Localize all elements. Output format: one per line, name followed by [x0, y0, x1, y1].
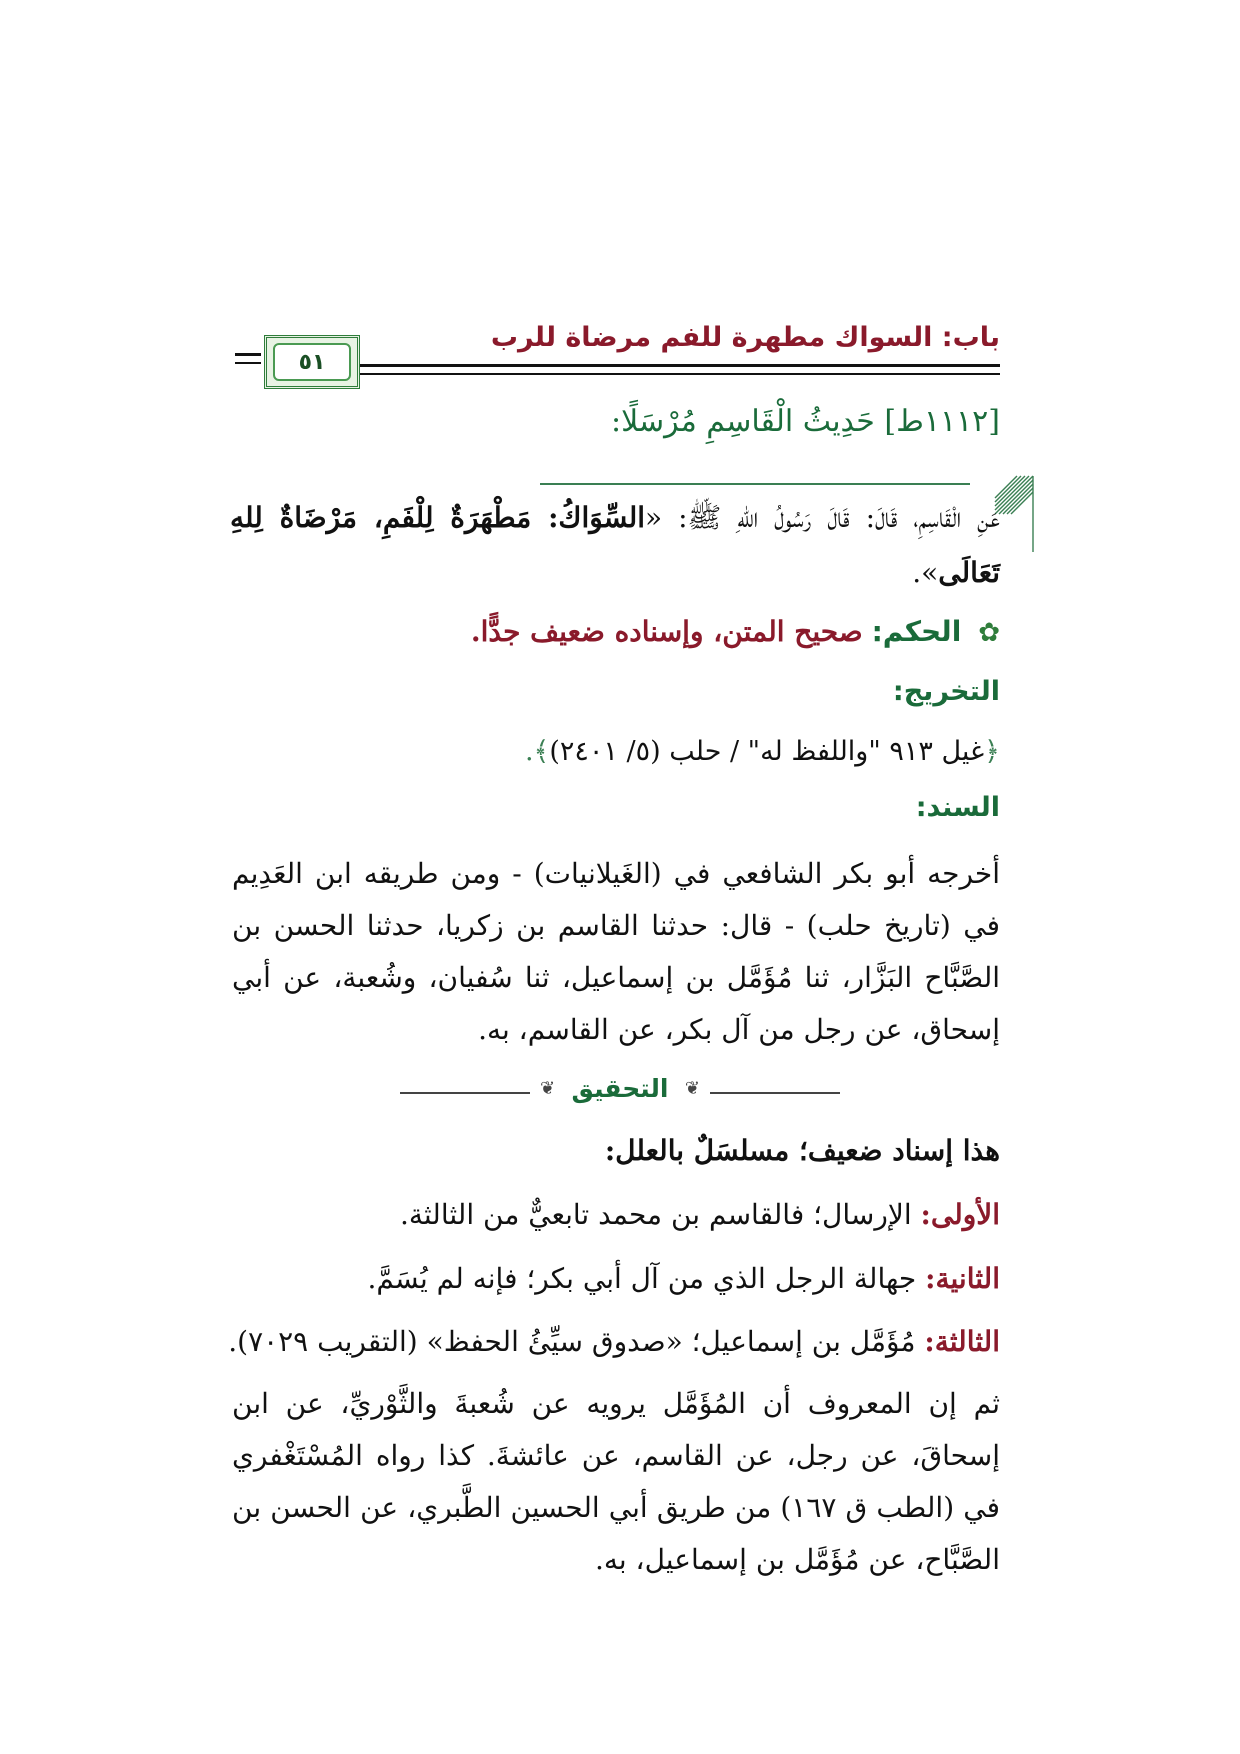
tahqiq-intro: هذا إسناد ضعيف؛ مسلسَلٌ بالعلل: [604, 1134, 1000, 1167]
flower-icon: ✿ [978, 618, 1000, 648]
frame-top-line [540, 483, 970, 485]
tahqiq-divider [400, 1072, 840, 1112]
illa-text: جهالة الرجل الذي من آل أبي بكر؛ فإنه لم يُسَمَّ. [367, 1262, 917, 1295]
hadith-text-end: ». [912, 556, 939, 589]
divider-ornament-right: ❦ [684, 1078, 700, 1099]
illa-second [367, 1262, 1000, 1295]
hadith-heading: [١١١٢ط] حَدِيثُ الْقَاسِمِ مُرْسَلًا: [611, 404, 1000, 439]
header-rule-left-bottom [235, 362, 261, 364]
hukm-value: صحيح المتن، وإسناده ضعيف جدًّا. [470, 615, 863, 648]
illa-label: الثالثة: [924, 1325, 1000, 1358]
sanad-label: السند: [915, 792, 1000, 823]
illa-first [400, 1198, 1000, 1231]
header-rule-top [360, 364, 1000, 367]
chapter-title: باب: السواك مطهرة للفم مرضاة للرب [490, 322, 1000, 353]
hadith-text-intro: عَنِ الْقَاسِمِ، قَالَ: قَالَ رَسُولُ اللهِ ﷺ: « [645, 501, 1000, 534]
sanad-text: أخرجه أبو بكر الشافعي في (الغَيلانيات) - ومن طريقه ابن العَدِيم في (تاريخ حلب) - قال: حدثنا القاسم بن زكريا، حدثنا الحسن بن الصَّبَّاح البَزَّار، ثنا مُؤَمَّل بن إسماعيل، ثنا سُفيان، وشُعبة، عن أبي إسحاق، عن رجل من آل بكر، عن القاسم، به. [232, 857, 1000, 1046]
takhrij-sources: غيل ٩١٣ "واللفظ له" / حلب (٥/ ٢٤٠١) [549, 736, 985, 767]
hukm-line [471, 615, 1000, 648]
takhrij-text [525, 736, 1000, 767]
takhrij-bracket-open: ﴿ [984, 736, 1000, 767]
page-number-badge [264, 335, 360, 389]
illa-label: الثانية: [925, 1262, 1000, 1295]
illa-label: الأولى: [920, 1198, 1000, 1231]
illa-text: الإرسال؛ فالقاسم بن محمد تابعيٌّ من الثالثة. [399, 1198, 912, 1231]
tahqiq-conclusion: ثم إن المعروف أن المُؤَمَّل يرويه عن شُعبةَ والثَّوْريِّ، عن ابن إسحاقَ، عن رجل، عن القاسم، عن عائشةَ. كذا رواه المُسْتَغْفري في (الطب ق ١٦٧) من طريق أبي الحسين الطَّبري، عن الحسن بن الصَّبَّاح، عن مُؤَمَّل بن إسماعيل، به. [232, 1387, 1000, 1576]
illa-text: مُؤَمَّل بن إسماعيل؛ «صدوق سيِّئُ الحفظ» (التقريب ٧٠٢٩). [228, 1325, 916, 1358]
divider-ornament-left: ❦ [540, 1078, 556, 1099]
header-rule-bottom [360, 373, 1000, 375]
hadith-text [230, 490, 1000, 600]
page-number: ٥١ [273, 343, 351, 381]
takhrij-bracket-close: ﴾. [524, 736, 550, 767]
hadith-text-matn: السِّوَاكُ: مَطْهَرَةٌ لِلْفَمِ، مَرْضَاةٌ لِلهِ تَعَالَى [230, 501, 1000, 589]
takhrij-label: التخريج: [892, 676, 1000, 707]
tahqiq-label: التحقيق [571, 1074, 669, 1103]
header-rule-left-top [235, 353, 261, 356]
hukm-label: الحكم: [871, 615, 962, 648]
illa-third [228, 1325, 1000, 1358]
